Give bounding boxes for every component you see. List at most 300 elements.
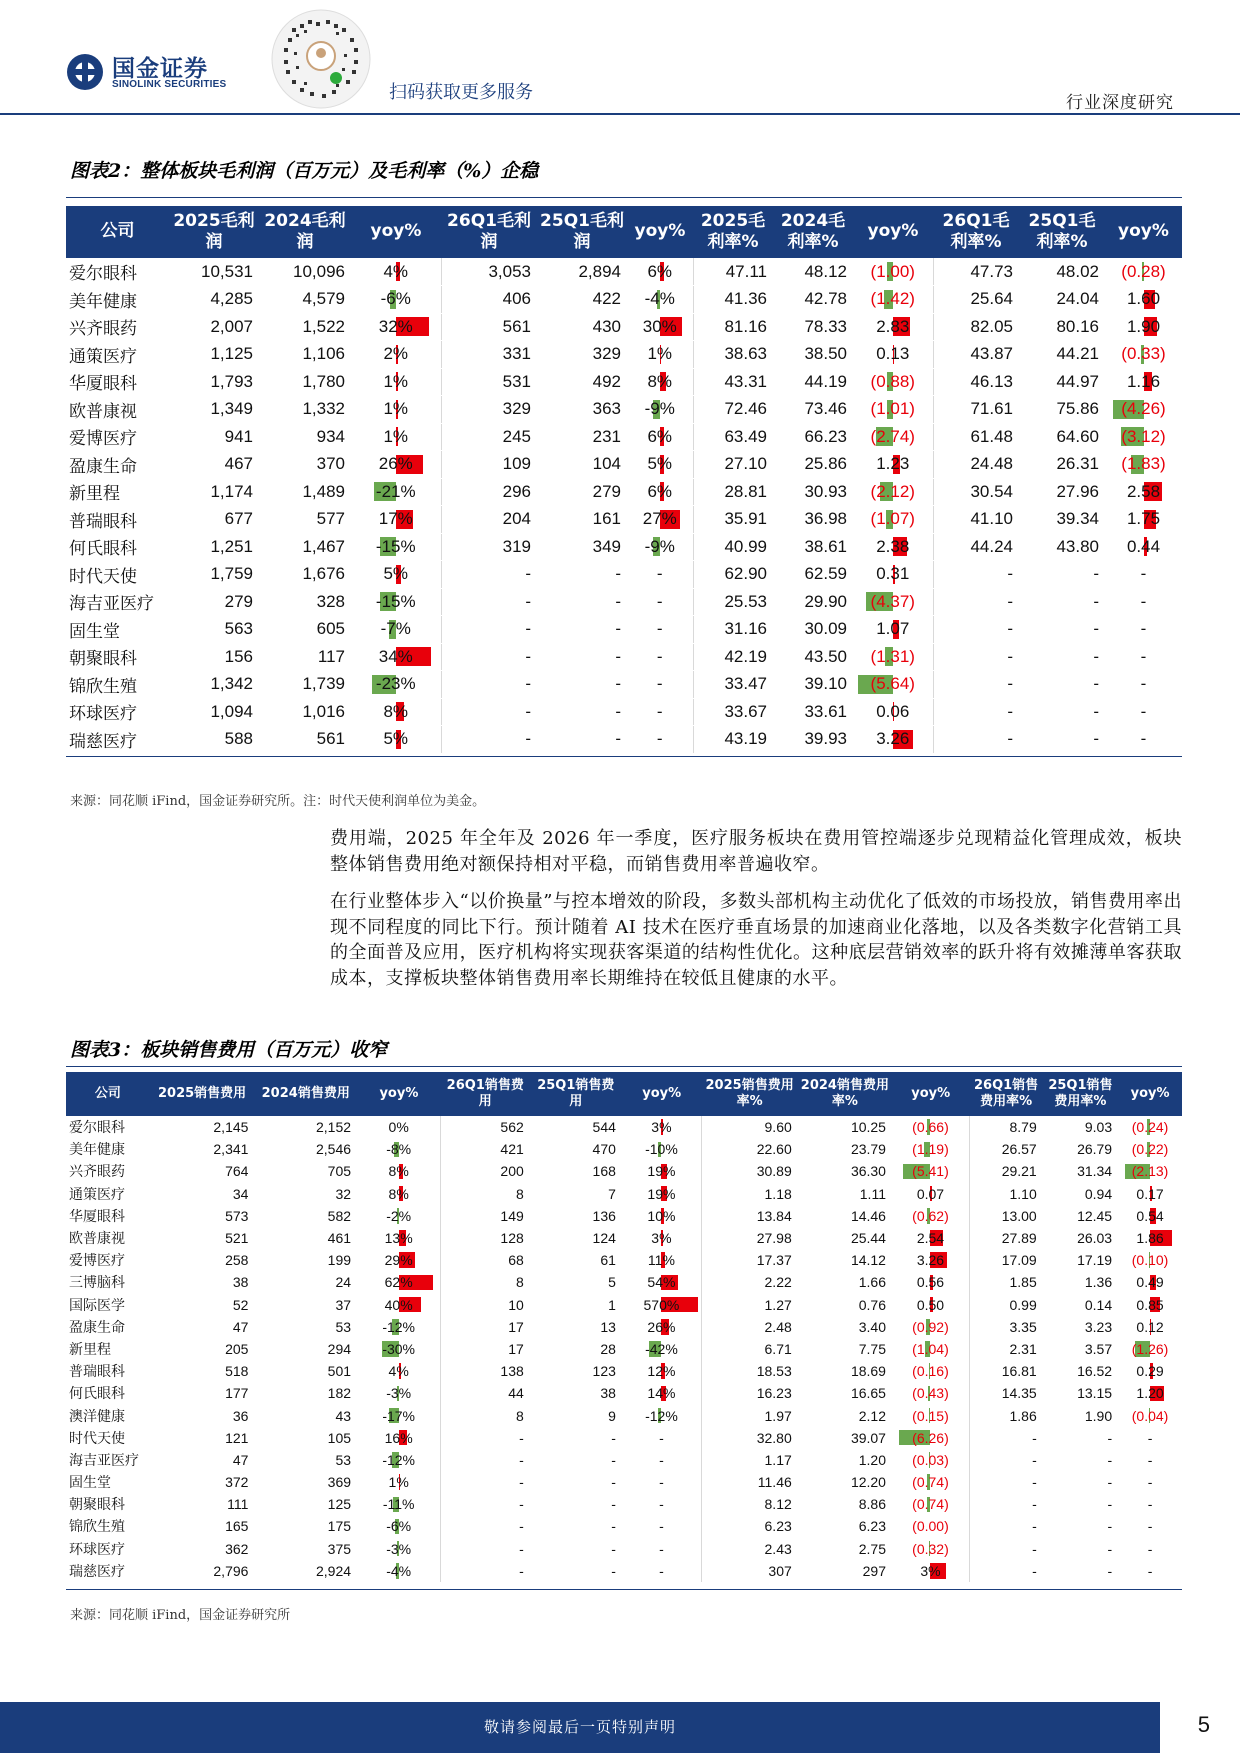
- table-row: [66, 616, 1182, 644]
- company-name: 爱尔眼科: [66, 258, 169, 286]
- value-cell: 52: [232, 1296, 249, 1313]
- value-cell: 105: [327, 1429, 352, 1446]
- value-cell: 124: [592, 1230, 616, 1247]
- value-cell: 4,579: [259, 286, 351, 314]
- yoy-cell: [357, 1183, 441, 1205]
- column-header: 2024毛利率%: [773, 206, 853, 258]
- value-cell: 24.04: [1019, 286, 1105, 314]
- value-cell: 43: [335, 1407, 352, 1424]
- value-cell: 8.79: [1009, 1119, 1037, 1136]
- yoy-cell: [357, 1449, 441, 1471]
- figure-3-source: 来源：同花顺 iFind，国金证券研究所: [70, 1608, 291, 1623]
- yoy-value: 0.29: [1136, 1363, 1164, 1380]
- sales-expense-table: [66, 1072, 1182, 1582]
- yoy-cell: [853, 643, 933, 671]
- yoy-value: -: [1140, 591, 1147, 611]
- yoy-value: 0.85: [1136, 1296, 1164, 1313]
- value-cell: 8: [515, 1274, 524, 1291]
- yoy-cell: [1118, 1515, 1182, 1537]
- company-name: 三博脑科: [69, 1275, 125, 1292]
- yoy-cell: [853, 698, 933, 726]
- company-name: 美年健康: [69, 1142, 125, 1159]
- value-cell: 8: [515, 1185, 524, 1202]
- yoy-cell: [1118, 1382, 1182, 1404]
- yoy-value: 1.75: [1126, 509, 1161, 529]
- value-cell: -: [611, 1562, 616, 1579]
- value-cell: -: [611, 1451, 616, 1468]
- yoy-cell: [1105, 643, 1182, 671]
- yoy-cell: [351, 258, 441, 286]
- value-cell: 25.86: [773, 451, 853, 479]
- sinolink-logo: [66, 50, 256, 94]
- yoy-value: -9%: [644, 536, 675, 556]
- column-header: 25Q1毛利润: [537, 206, 627, 258]
- yoy-value: -30%: [382, 1340, 415, 1357]
- column-header: yoy%: [627, 206, 693, 258]
- yoy-cell: [351, 423, 441, 451]
- value-cell: 53: [335, 1318, 352, 1335]
- yoy-cell: [627, 368, 693, 396]
- column-header: yoy%: [1118, 1072, 1182, 1116]
- value-cell: -: [1107, 1562, 1113, 1579]
- value-cell: -: [1107, 1518, 1113, 1535]
- table-row: [66, 341, 1182, 369]
- value-cell: 47.11: [693, 258, 773, 286]
- value-cell: 430: [537, 313, 627, 341]
- yoy-value: -: [656, 564, 663, 584]
- yoy-value: -: [659, 1540, 664, 1557]
- yoy-value: 26%: [647, 1318, 676, 1335]
- yoy-cell: [1105, 368, 1182, 396]
- value-cell: 36.30: [850, 1163, 886, 1180]
- yoy-cell: [892, 1538, 969, 1560]
- value-cell: 61.48: [933, 423, 1019, 451]
- value-cell: -: [1107, 1474, 1113, 1491]
- yoy-cell: [1105, 671, 1182, 699]
- value-cell: 705: [327, 1163, 352, 1180]
- yoy-value: -15%: [375, 591, 416, 611]
- value-cell: 279: [169, 588, 259, 616]
- yoy-cell: [357, 1138, 441, 1160]
- yoy-value: 8%: [388, 1185, 409, 1202]
- yoy-cell: [357, 1493, 441, 1515]
- company-name: 欧普康视: [69, 1231, 125, 1248]
- value-cell: 41.36: [693, 286, 773, 314]
- yoy-cell: [892, 1227, 969, 1249]
- value-cell: 16.52: [1077, 1363, 1113, 1380]
- yoy-cell: [351, 698, 441, 726]
- value-cell: 17: [508, 1318, 524, 1335]
- table-row: [66, 258, 1182, 286]
- yoy-value: 1.90: [1126, 316, 1161, 336]
- yoy-value: 2%: [383, 344, 409, 364]
- table-row: [66, 1294, 1182, 1316]
- figure-3-bottom-rule: [66, 1589, 1182, 1590]
- yoy-cell: [1105, 533, 1182, 561]
- value-cell: 38.61: [773, 533, 853, 561]
- yoy-value: 0%: [388, 1119, 409, 1136]
- yoy-value: 2.83: [876, 316, 910, 336]
- yoy-cell: [892, 1493, 969, 1515]
- yoy-cell: [622, 1449, 702, 1471]
- yoy-cell: [627, 396, 693, 424]
- yoy-value: 1%: [383, 371, 409, 391]
- value-cell: 605: [259, 616, 351, 644]
- yoy-value: -3%: [386, 1540, 412, 1557]
- value-cell: 331: [441, 341, 537, 369]
- value-cell: 44.21: [1019, 341, 1105, 369]
- yoy-cell: [351, 588, 441, 616]
- value-cell: 23.79: [850, 1141, 886, 1158]
- yoy-value: 1%: [647, 344, 673, 364]
- yoy-cell: [853, 588, 933, 616]
- value-cell: 24: [335, 1274, 352, 1291]
- value-cell: 33.61: [773, 698, 853, 726]
- value-cell: 467: [169, 451, 259, 479]
- yoy-cell: [622, 1515, 702, 1537]
- company-name: 海吉亚医疗: [66, 588, 169, 616]
- yoy-value: 6%: [647, 481, 673, 501]
- company-name: 通策医疗: [69, 1186, 125, 1203]
- value-cell: -: [1019, 561, 1105, 589]
- value-cell: 39.10: [773, 671, 853, 699]
- table-row: [66, 313, 1182, 341]
- yoy-cell: [1118, 1360, 1182, 1382]
- yoy-value: (2.12): [870, 481, 915, 501]
- value-cell: 13.15: [1077, 1385, 1113, 1402]
- table-row: [66, 588, 1182, 616]
- value-cell: 48.12: [773, 258, 853, 286]
- yoy-cell: [357, 1382, 441, 1404]
- yoy-cell: [622, 1160, 702, 1182]
- value-cell: 297: [862, 1562, 886, 1579]
- qr-caption: 扫码获取更多服务: [389, 82, 533, 103]
- value-cell: 307: [768, 1562, 792, 1579]
- yoy-cell: [1105, 286, 1182, 314]
- value-cell: -: [1019, 671, 1105, 699]
- company-name: 何氏眼科: [69, 1386, 125, 1403]
- value-cell: 13: [600, 1318, 616, 1335]
- yoy-cell: [357, 1227, 441, 1249]
- value-cell: 136: [592, 1207, 616, 1224]
- yoy-value: -: [1140, 646, 1147, 666]
- yoy-value: -: [659, 1474, 664, 1491]
- company-name: 瑞慈医疗: [66, 726, 169, 754]
- value-cell: 200: [500, 1163, 524, 1180]
- value-cell: 161: [537, 506, 627, 534]
- value-cell: 26.79: [1077, 1141, 1113, 1158]
- value-cell: 3,053: [441, 258, 537, 286]
- column-header: 26Q1毛利润: [441, 206, 537, 258]
- value-cell: 1.86: [1009, 1407, 1037, 1424]
- yoy-cell: [892, 1560, 969, 1582]
- value-cell: 204: [441, 506, 537, 534]
- value-cell: -: [441, 698, 537, 726]
- value-cell: 14.46: [850, 1207, 886, 1224]
- yoy-value: 0.17: [1136, 1185, 1164, 1202]
- yoy-cell: [351, 643, 441, 671]
- body-paragraph-1: 费用端，2025 年全年及 2026 年一季度，医疗服务板块在费用管控端逐步兑现精益化管理成效，板块整体销售费用绝对额保持相对平稳，而销售费用率普遍收窄。: [330, 828, 1182, 875]
- yoy-cell: [892, 1116, 969, 1138]
- yoy-cell: [357, 1538, 441, 1560]
- yoy-value: (0.66): [912, 1119, 949, 1136]
- value-cell: 80.16: [1019, 313, 1105, 341]
- value-cell: 44.19: [773, 368, 853, 396]
- yoy-cell: [627, 698, 693, 726]
- value-cell: 38.63: [693, 341, 773, 369]
- yoy-value: 17%: [378, 509, 413, 529]
- yoy-cell: [622, 1338, 702, 1360]
- value-cell: 40.99: [693, 533, 773, 561]
- table-row: [66, 1449, 1182, 1471]
- yoy-value: 0.07: [916, 1185, 945, 1202]
- yoy-value: 27%: [642, 509, 677, 529]
- yoy-value: -4%: [386, 1562, 412, 1579]
- value-cell: 39.93: [773, 726, 853, 754]
- value-cell: -: [519, 1496, 524, 1513]
- value-cell: 138: [500, 1363, 524, 1380]
- yoy-cell: [1118, 1227, 1182, 1249]
- value-cell: -: [933, 561, 1019, 589]
- yoy-cell: [1105, 561, 1182, 589]
- yoy-cell: [622, 1316, 702, 1338]
- company-name: 固生堂: [69, 1475, 111, 1492]
- company-name: 环球医疗: [69, 1541, 125, 1558]
- company-name: 国际医学: [69, 1297, 125, 1314]
- value-cell: 2.22: [764, 1274, 792, 1291]
- yoy-cell: [357, 1471, 441, 1493]
- column-header: 26Q1销售费用: [441, 1072, 530, 1116]
- yoy-value: 34%: [378, 646, 413, 666]
- yoy-cell: [351, 533, 441, 561]
- company-name: 时代天使: [66, 561, 169, 589]
- yoy-cell: [1105, 423, 1182, 451]
- yoy-cell: [1105, 616, 1182, 644]
- value-cell: 1.66: [858, 1274, 886, 1291]
- value-cell: 38: [600, 1385, 616, 1402]
- value-cell: 521: [225, 1230, 249, 1247]
- yoy-cell: [1118, 1294, 1182, 1316]
- yoy-value: -2%: [386, 1207, 412, 1224]
- value-cell: 64.60: [1019, 423, 1105, 451]
- value-cell: 1,349: [169, 396, 259, 424]
- company-name: 兴齐眼药: [69, 1164, 125, 1181]
- yoy-cell: [1118, 1449, 1182, 1471]
- table-row: [66, 726, 1182, 754]
- yoy-cell: [892, 1471, 969, 1493]
- value-cell: 12.45: [1077, 1207, 1113, 1224]
- value-cell: 104: [537, 451, 627, 479]
- yoy-value: -: [1147, 1518, 1153, 1535]
- table-row: [66, 506, 1182, 534]
- value-cell: 363: [537, 396, 627, 424]
- value-cell: -: [537, 671, 627, 699]
- value-cell: 25.64: [933, 286, 1019, 314]
- yoy-cell: [1118, 1138, 1182, 1160]
- value-cell: -: [1107, 1429, 1113, 1446]
- yoy-value: 1.60: [1126, 289, 1161, 309]
- footer-disclaimer[interactable]: 敬请参阅最后一页特别声明: [483, 1718, 676, 1736]
- yoy-cell: [892, 1360, 969, 1382]
- value-cell: 2,341: [213, 1141, 249, 1158]
- figure-2-bottom-rule: [66, 756, 1182, 757]
- yoy-value: -: [1140, 619, 1147, 639]
- yoy-value: (2.13): [1131, 1163, 1169, 1180]
- yoy-cell: [1118, 1160, 1182, 1182]
- yoy-cell: [1105, 478, 1182, 506]
- value-cell: 32: [335, 1185, 352, 1202]
- value-cell: 1,174: [169, 478, 259, 506]
- company-name: 盈康生命: [66, 451, 169, 479]
- value-cell: 1.97: [764, 1407, 792, 1424]
- value-cell: 205: [225, 1340, 249, 1357]
- value-cell: -: [1107, 1496, 1113, 1513]
- yoy-cell: [853, 396, 933, 424]
- yoy-value: (0.15): [912, 1407, 949, 1424]
- value-cell: 43.80: [1019, 533, 1105, 561]
- value-cell: 375: [327, 1540, 352, 1557]
- value-cell: -: [519, 1540, 524, 1557]
- value-cell: 33.67: [693, 698, 773, 726]
- value-cell: -: [1032, 1429, 1037, 1446]
- yoy-cell: [622, 1294, 702, 1316]
- yoy-value: 6%: [647, 426, 673, 446]
- yoy-cell: [1105, 396, 1182, 424]
- value-cell: 6.23: [764, 1518, 792, 1535]
- yoy-cell: [357, 1338, 441, 1360]
- value-cell: 561: [441, 313, 537, 341]
- value-cell: 10,531: [169, 258, 259, 286]
- table-row: [66, 1338, 1182, 1360]
- table-row: [66, 1227, 1182, 1249]
- value-cell: -: [537, 698, 627, 726]
- value-cell: 41.10: [933, 506, 1019, 534]
- table-row: [66, 286, 1182, 314]
- value-cell: 117: [259, 643, 351, 671]
- company-name: 新里程: [66, 478, 169, 506]
- yoy-value: -: [659, 1518, 664, 1535]
- value-cell: 1.27: [764, 1296, 792, 1313]
- value-cell: 17.37: [756, 1252, 792, 1269]
- yoy-value: 0.31: [876, 564, 910, 584]
- value-cell: -: [611, 1429, 616, 1446]
- yoy-cell: [357, 1515, 441, 1537]
- value-cell: 165: [225, 1518, 249, 1535]
- value-cell: 31.34: [1077, 1163, 1113, 1180]
- value-cell: 2,152: [315, 1119, 352, 1136]
- yoy-value: 1.86: [1136, 1230, 1164, 1247]
- yoy-value: 2.58: [1126, 481, 1161, 501]
- value-cell: -: [611, 1518, 616, 1535]
- yoy-cell: [1105, 313, 1182, 341]
- yoy-cell: [627, 478, 693, 506]
- yoy-cell: [357, 1427, 441, 1449]
- company-name: 爱博医疗: [69, 1253, 125, 1270]
- yoy-cell: [853, 423, 933, 451]
- yoy-value: 0.12: [1136, 1318, 1164, 1335]
- value-cell: 16.81: [1001, 1363, 1037, 1380]
- table-row: [66, 1382, 1182, 1404]
- yoy-value: 11%: [647, 1252, 675, 1269]
- yoy-cell: [1105, 341, 1182, 369]
- yoy-cell: [627, 533, 693, 561]
- yoy-cell: [627, 506, 693, 534]
- value-cell: 72.46: [693, 396, 773, 424]
- value-cell: 6.23: [858, 1518, 886, 1535]
- value-cell: 573: [225, 1207, 249, 1224]
- value-cell: 17.09: [1001, 1252, 1037, 1269]
- yoy-cell: [357, 1404, 441, 1426]
- value-cell: 258: [225, 1252, 249, 1269]
- column-header: 公司: [66, 1072, 150, 1116]
- yoy-cell: [627, 313, 693, 341]
- yoy-cell: [622, 1382, 702, 1404]
- value-cell: -: [933, 643, 1019, 671]
- yoy-value: 26%: [378, 454, 413, 474]
- column-header: yoy%: [892, 1072, 969, 1116]
- value-cell: -: [933, 616, 1019, 644]
- value-cell: 563: [169, 616, 259, 644]
- yoy-value: -21%: [375, 481, 416, 501]
- yoy-value: -: [656, 646, 663, 666]
- value-cell: 2,924: [315, 1562, 352, 1579]
- yoy-value: 1%: [383, 399, 409, 419]
- qr-code-icon[interactable]: [270, 8, 372, 110]
- yoy-value: -: [656, 591, 663, 611]
- value-cell: 1,467: [259, 533, 351, 561]
- value-cell: 14.35: [1001, 1385, 1037, 1402]
- yoy-value: (0.88): [870, 371, 915, 391]
- value-cell: -: [441, 588, 537, 616]
- table-row: [66, 643, 1182, 671]
- company-name: 澳洋健康: [69, 1408, 125, 1425]
- column-header: 2025销售费用率%: [701, 1072, 797, 1116]
- value-cell: 362: [225, 1540, 249, 1557]
- yoy-cell: [892, 1271, 969, 1293]
- table-row: [66, 1560, 1182, 1582]
- value-cell: -: [537, 616, 627, 644]
- value-cell: 294: [327, 1340, 352, 1357]
- yoy-cell: [853, 561, 933, 589]
- value-cell: 61: [600, 1252, 616, 1269]
- yoy-cell: [892, 1449, 969, 1471]
- value-cell: 2,145: [213, 1119, 249, 1136]
- yoy-cell: [351, 286, 441, 314]
- yoy-cell: [853, 368, 933, 396]
- yoy-cell: [853, 671, 933, 699]
- yoy-value: 0.50: [916, 1296, 945, 1313]
- value-cell: 43.19: [693, 726, 773, 754]
- value-cell: 0.94: [1084, 1185, 1113, 1202]
- value-cell: 3.57: [1084, 1340, 1113, 1357]
- value-cell: 38: [232, 1274, 249, 1291]
- table-row: [66, 1116, 1182, 1138]
- value-cell: -: [519, 1518, 524, 1535]
- value-cell: 35.91: [693, 506, 773, 534]
- value-cell: -: [537, 643, 627, 671]
- yoy-cell: [1118, 1116, 1182, 1138]
- yoy-value: -4%: [644, 289, 675, 309]
- yoy-value: (0.16): [912, 1363, 949, 1380]
- yoy-cell: [622, 1427, 702, 1449]
- value-cell: 518: [225, 1363, 249, 1380]
- yoy-cell: [892, 1294, 969, 1316]
- value-cell: 531: [441, 368, 537, 396]
- value-cell: 2,796: [213, 1562, 249, 1579]
- value-cell: 370: [259, 451, 351, 479]
- value-cell: -: [441, 561, 537, 589]
- yoy-value: 0.49: [1136, 1274, 1164, 1291]
